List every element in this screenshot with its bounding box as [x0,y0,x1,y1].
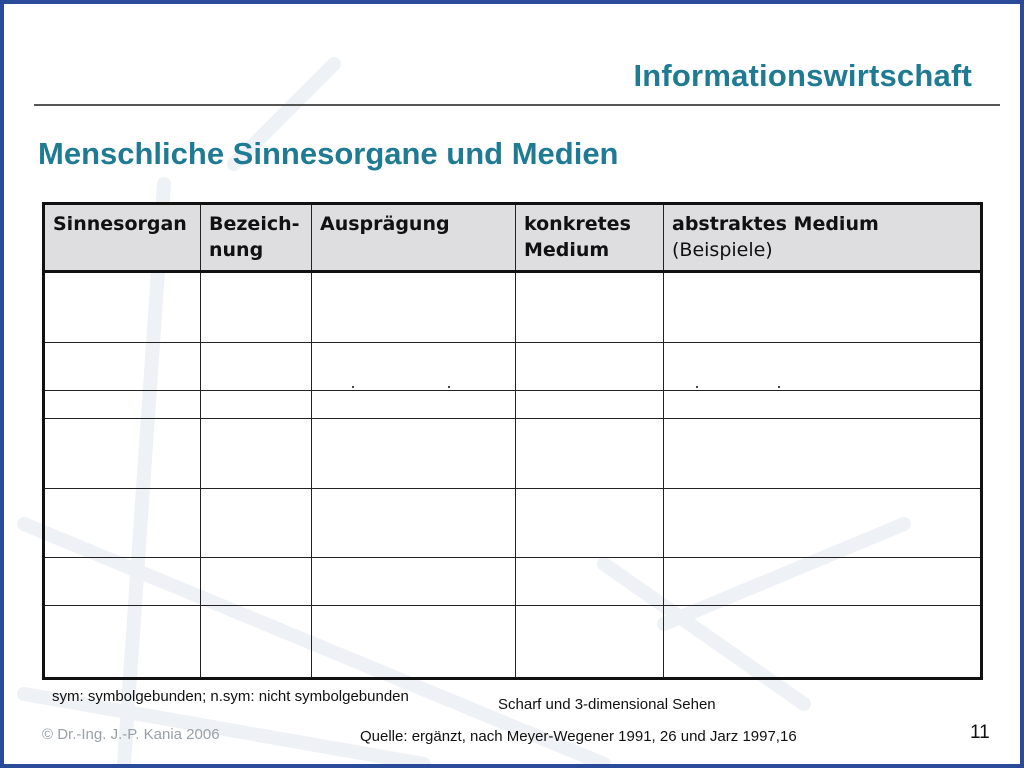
header-divider [34,104,1000,106]
header-title: Informationswirtschaft [633,58,972,93]
page-number: 11 [970,722,990,743]
table-cell [44,558,201,606]
table-cell [201,488,312,558]
table-cell [516,419,664,489]
table-cell [664,342,982,390]
stray-dot-mark [448,386,450,388]
table-row [44,419,982,489]
table-cell [516,558,664,606]
column-header-label: Sinnesorgan [53,213,187,235]
column-header-abstraktes-medium [664,204,982,272]
table-row [44,606,982,679]
table-row [44,390,982,418]
table-cell [201,419,312,489]
stray-dot-mark [352,386,354,388]
column-header-sub: (Beispiele) [672,239,773,261]
table-cell [312,488,516,558]
table-cell [516,342,664,390]
table-cell [312,342,516,390]
table-cell [44,488,201,558]
source-note: Quelle: ergänzt, nach Meyer-Wegener 1991, 26 und Jarz 1997,16 [360,728,797,745]
column-header-sub: nung [209,239,264,261]
table-row [44,558,982,606]
legend-note: sym: symbolgebunden; n.sym: nicht symbolgebunden [52,688,409,705]
table-cell [516,606,664,679]
table-cell [312,419,516,489]
column-header-label: Ausprägung [320,213,450,235]
table-cell [44,419,201,489]
table-cell [312,606,516,679]
table-cell [664,606,982,679]
table-cell [201,342,312,390]
column-header-label: konkretes [524,213,631,235]
table-cell [312,558,516,606]
table-cell [44,272,201,343]
table-cell [664,419,982,489]
remark-note: Scharf und 3-dimensional Sehen [498,696,716,713]
table-cell [516,390,664,418]
table-cell [664,272,982,343]
table-row [44,488,982,558]
table-cell [664,390,982,418]
column-header-konkretes-medium [516,204,664,272]
copyright-footer: © Dr.-Ing. J.-P. Kania 2006 [42,726,220,743]
table-row [44,342,982,390]
slide-title: Menschliche Sinnesorgane und Medien [38,136,619,171]
table-cell [201,272,312,343]
stray-dot-mark [778,386,780,388]
column-header-label: Bezeich- [209,213,300,235]
column-header-bezeichnung [201,204,312,272]
table-cell [44,606,201,679]
table-cell [516,488,664,558]
table-cell [664,558,982,606]
column-header-sub: Medium [524,239,610,261]
table-cell [201,390,312,418]
table-row [44,272,982,343]
table-cell [201,606,312,679]
table-cell [201,558,312,606]
table-cell [44,390,201,418]
column-header-sinnesorgan [44,204,201,272]
table-cell [44,342,201,390]
table-cell [312,390,516,418]
column-header-label: abstraktes Medium [672,213,879,235]
table-cell [516,272,664,343]
stray-dot-mark [696,386,698,388]
table-cell [664,488,982,558]
table-header-row [44,204,982,272]
media-table [42,202,983,680]
table-cell [312,272,516,343]
column-header-auspraegung [312,204,516,272]
